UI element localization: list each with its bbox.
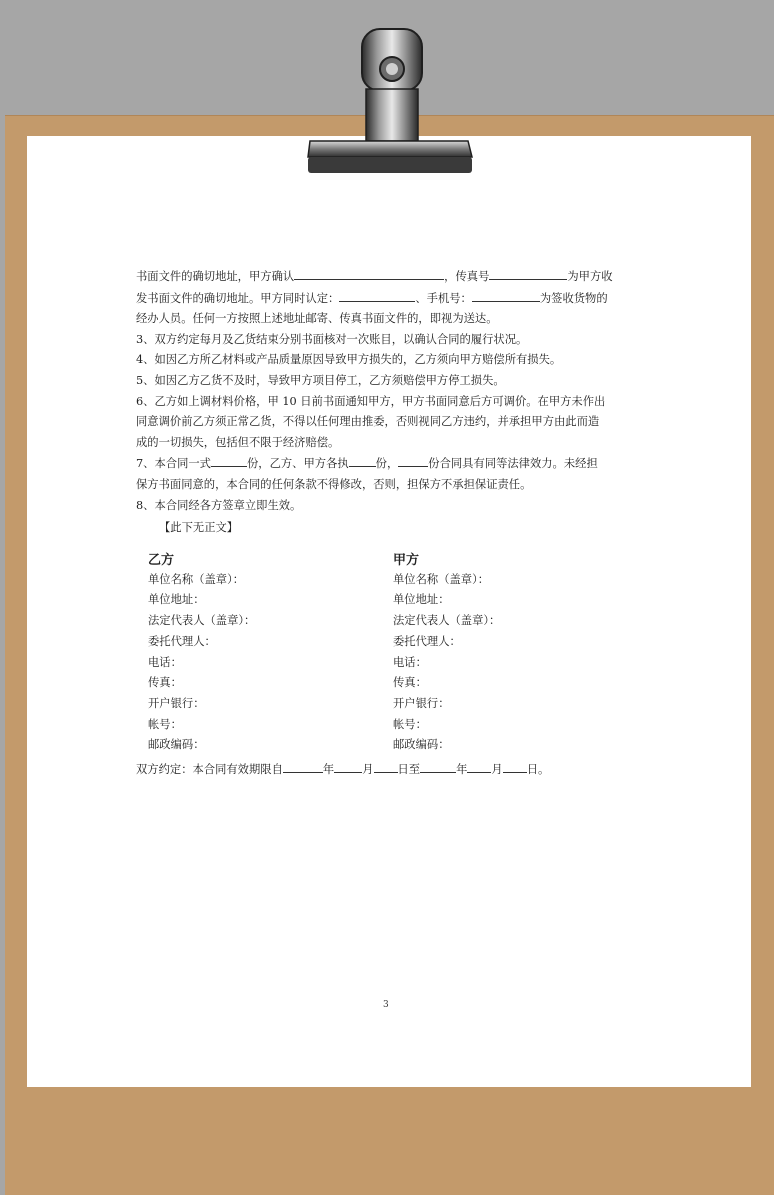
item-6-line-2: 同意调价前乙方须正常乙货，不得以任何理由推委，否则视同乙方违约，并承担甲方由此而造: [136, 415, 600, 429]
party-a-field: 单位地址：: [393, 593, 450, 607]
item-4: 4、如因乙方所乙材料或产品质量原因导致甲方损失的，乙方须向甲方赔偿所有损失。: [136, 353, 562, 367]
handler-blank: [339, 288, 415, 302]
party-b-field: 单位地址：: [148, 593, 205, 607]
end-note: 【此下无正文】: [159, 521, 239, 535]
item-3: 3、双方约定每月及乙货结束分别书面核对一次账目，以确认合同的履行状况。: [136, 332, 528, 346]
item-6-line-1: 6、乙方如上调材料价格，甲 10 日前书面通知甲方，甲方书面同意后方可调价。在甲方未作出: [136, 394, 606, 408]
signature-block: [136, 549, 644, 763]
each-copies-blank: [349, 453, 376, 467]
party-a-field: 单位名称（盖章）：: [393, 572, 490, 586]
item-8: 8、本合同经各方签章立即生效。: [136, 498, 302, 512]
document-body: [136, 266, 644, 780]
contact-line-1: 书面文件的确切地址，甲方确认 ，传真号 为甲方收: [136, 266, 644, 288]
validity-period-line: 双方约定：本合同有效期限自 年 月 日至 年 月 日。: [136, 759, 644, 781]
party-b-field: 委托代理人：: [148, 634, 216, 648]
item-7-line-2: 保方书面同意的，本合同的任何条款不得修改，否则，担保方不承担保证责任。: [136, 477, 532, 491]
contact-line-2: 发书面文件的确切地址。甲方同时认定： 、手机号： 为签收货物的: [136, 288, 644, 310]
party-b-field: 开户银行：: [148, 696, 205, 710]
item-5: 5、如因乙方乙货不及时，导致甲方项目停工，乙方须赔偿甲方停工损失。: [136, 373, 505, 387]
party-a-field: 帐号：: [393, 717, 427, 731]
item-7-line-1: 7、本合同一式 份，乙方、甲方各执 份， 份合同具有同等法律效力。未经担: [136, 453, 644, 475]
party-b-column: [148, 549, 255, 756]
item-6-line-3: 成的一切损失，包括但不限于经济赔偿。: [136, 435, 340, 449]
contact-line-3: 经办人员。任何一方按照上述地址邮寄、传真书面文件的，即视为送达。: [136, 312, 498, 326]
party-b-field: 邮政编码：: [148, 738, 205, 752]
binder-clip-icon: [300, 25, 478, 177]
party-b-field: 传真：: [148, 676, 182, 690]
party-a-field: 电话：: [393, 655, 427, 669]
party-a-field: 邮政编码：: [393, 738, 450, 752]
party-b-field: 电话：: [148, 655, 182, 669]
copies-blank: [211, 453, 247, 467]
party-a-field: 委托代理人：: [393, 634, 461, 648]
page-number: 3: [383, 1000, 389, 1010]
party-b-field: 单位名称（盖章）：: [148, 572, 245, 586]
mobile-blank: [472, 288, 540, 302]
party-a-field: 法定代表人（盖章）：: [393, 614, 501, 628]
party-a-column: [393, 549, 500, 756]
valid-copies-blank: [398, 453, 428, 467]
party-b-title: 乙方: [148, 552, 175, 568]
party-b-field: 帐号：: [148, 717, 182, 731]
fax-address-blank: [294, 266, 444, 280]
party-a-field: 传真：: [393, 676, 427, 690]
party-a-title: 甲方: [393, 552, 420, 568]
party-b-field: 法定代表人（盖章）：: [148, 614, 256, 628]
party-a-field: 开户银行：: [393, 696, 450, 710]
fax-number-blank: [489, 266, 567, 280]
